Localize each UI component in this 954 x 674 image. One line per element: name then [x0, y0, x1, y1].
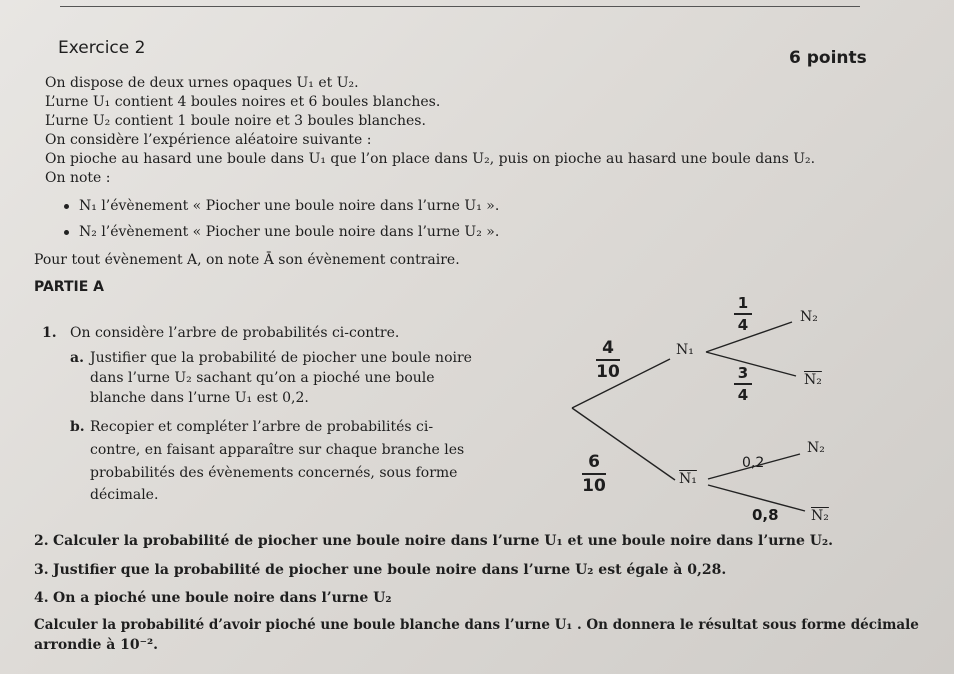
q1b-line-3: probabilités des évènements concernés, sous forme: [90, 465, 458, 481]
q4-number: 4.: [34, 590, 49, 606]
bullet-text: N₁ l’évènement « Piocher une boule noire dans l’urne U₁ ».: [79, 198, 500, 214]
tree-node-n1bar: N₁: [679, 471, 697, 487]
bullet-text: N₂ l’évènement « Piocher une boule noire dans l’urne U₂ ».: [79, 224, 500, 240]
q1a-line-2: dans l’urne U₂ sachant qu’on a pioché une boule: [90, 370, 435, 386]
handwritten-prob-n2bar-given-n1bar: 0,8: [752, 506, 779, 524]
q4-text: On a pioché une boule noire dans l’urne U₂: [53, 590, 392, 606]
points-label: 6 points: [789, 48, 867, 68]
q1b-label: b.: [70, 419, 85, 435]
fraction-bar: [734, 383, 752, 385]
prob-n1bar-numerator: 6: [588, 452, 600, 472]
tree-node-n2bar-lower: N₂: [811, 508, 829, 524]
contraire-definition: Pour tout évènement A, on note Ā son évènement contraire.: [34, 252, 460, 268]
handwritten-prob-n1: [596, 338, 620, 382]
intro-line-4: On considère l’expérience aléatoire suivante :: [45, 132, 372, 148]
intro-line-2: L’urne U₁ contient 4 boules noires et 6 boules blanches.: [45, 94, 441, 110]
q2-text: Calculer la probabilité de piocher une boule noire dans l’urne U₁ et une boule noire dans l’urne U₂.: [53, 533, 833, 549]
intro-line-6: On note :: [45, 170, 111, 186]
q1a-line-3: blanche dans l’urne U₁ est 0,2.: [90, 390, 309, 406]
q4-line-2: Calculer la probabilité d’avoir pioché une boule blanche dans l’urne U₁ . On donnera le résultat sous forme décimale: [34, 617, 919, 633]
q1-number: 1.: [42, 325, 57, 341]
prob-numerator: 1: [737, 294, 749, 312]
handwritten-prob-n2-given-n1bar: 0,2: [742, 455, 765, 471]
handwritten-prob-n2bar-given-n1: [734, 364, 752, 404]
prob-n1-numerator: 4: [602, 338, 614, 358]
intro-line-1: On dispose de deux urnes opaques U₁ et U₂.: [45, 75, 359, 91]
q2-number: 2.: [34, 533, 49, 549]
q1a-line-1: Justifier que la probabilité de piocher une boule noire: [90, 350, 472, 366]
partie-heading: PARTIE A: [34, 279, 104, 295]
q3-number: 3.: [34, 562, 49, 578]
tree-node-n2bar-upper: N₂: [804, 372, 822, 388]
fraction-bar: [596, 359, 620, 361]
tree-node-n2-lower: N₂: [807, 440, 825, 456]
q1b-line-1: Recopier et compléter l’arbre de probabilités ci-: [90, 419, 434, 435]
prob-numerator: 3: [737, 364, 749, 382]
branch-root-n1: [572, 359, 670, 408]
fraction-bar: [582, 473, 606, 475]
tree-node-n2-upper: N₂: [800, 309, 818, 325]
q1b-line-4: décimale.: [90, 487, 159, 503]
prob-n1-denominator: 10: [596, 362, 620, 382]
prob-denominator: 4: [737, 316, 749, 334]
q3-text: Justifier que la probabilité de piocher une boule noire dans l’urne U₂ est égale à 0,28.: [53, 562, 727, 578]
q1a-label: a.: [70, 350, 84, 366]
intro-line-5: On pioche au hasard une boule dans U₁ que l’on place dans U₂, puis on pioche au hasard une boule dans U₂.: [45, 151, 816, 167]
q1b-line-2: contre, en faisant apparaître sur chaque branche les: [90, 442, 465, 458]
exercise-title: Exercice 2: [58, 38, 146, 58]
fraction-bar: [734, 313, 752, 315]
tree-node-n1: N₁: [676, 342, 694, 358]
prob-denominator: 4: [737, 386, 749, 404]
intro-line-3: L’urne U₂ contient 1 boule noire et 3 boules blanches.: [45, 113, 426, 129]
handwritten-prob-n1bar: [582, 452, 606, 496]
handwritten-prob-n2-given-n1: [734, 294, 752, 334]
q1-text: On considère l’arbre de probabilités ci-contre.: [70, 325, 400, 341]
prob-n1bar-denominator: 10: [582, 476, 606, 496]
q4-line-3: arrondie à 10⁻².: [34, 637, 159, 653]
